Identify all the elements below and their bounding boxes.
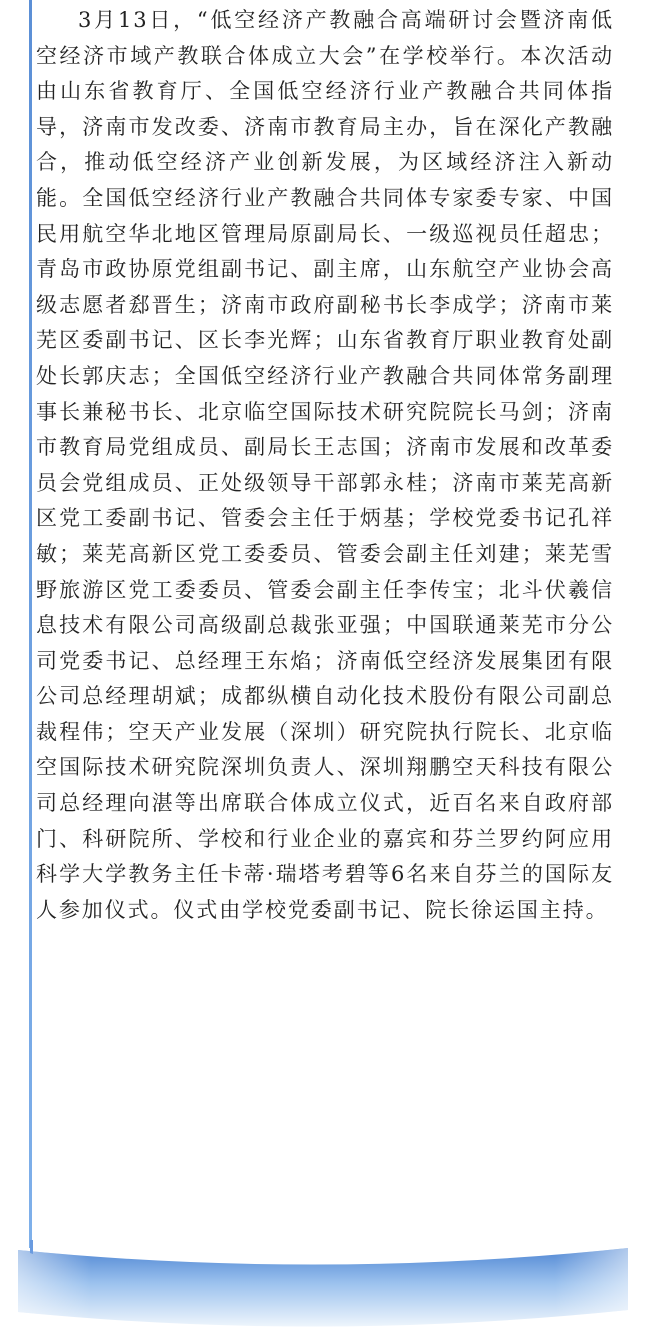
left-border-line xyxy=(29,0,32,1248)
article-paragraph: 3月13日，“低空经济产教融合高端研讨会暨济南低空经济市域产教联合体成立大会”在学校举行。本次活动由山东省教育厅、全国低空经济行业产教融合共同体指导，济南市发改委、济南市教育局主办，旨在深化产教融合，推动低空经济产业创新发展，为区域经济注入新动能。全国低空经济行业产教融合共同体专家委专家、中国民用航空华北地区管理局原副局长、一级巡视员任超忠；青岛市政协原党组副书记、副主席，山东航空产业协会高级志愿者郄晋生；济南市政府副秘书长李成学；济南市莱芜区委副书记、区长李光辉；山东省教育厅职业教育处副处长郭庆志；全国低空经济行业产教融合共同体常务副理事长兼秘书长、北京临空国际技术研究院院长马剑；济南市教育局党组成员、副局长王志国；济南市发展和改革委员会党组成员、正处级领导干部郭永桂；济南市莱芜高新区党工委副书记、管委会主任于炳基；学校党委书记孔祥敏；莱芜高新区党工委委员、管委会副主任刘建；莱芜雪野旅游区党工委委员、管委会副主任李传宝；北斗伏羲信息技术有限公司高级副总裁张亚强；中国联通莱芜市分公司党委书记、总经理王东焰；济南低空经济发展集团有限公司总经理胡斌；成都纵横自动化技术股份有限公司副总裁程伟；空天产业发展（深圳）研究院执行院长、北京临空国际技术研究院深圳负责人、深圳翔鹏空天科技有限公司总经理向湛等出席联合体成立仪式，近百名来自政府部门、科研院所、学校和行业企业的嘉宾和芬兰罗约阿应用科学大学教务主任卡蒂·瑞塔考碧等6名来自芬兰的国际友人参加仪式。仪式由学校党委副书记、院长徐运国主持。 xyxy=(36,8,614,922)
footer-wave-graphic xyxy=(0,1240,645,1342)
footer-decorative-band xyxy=(0,1240,645,1342)
